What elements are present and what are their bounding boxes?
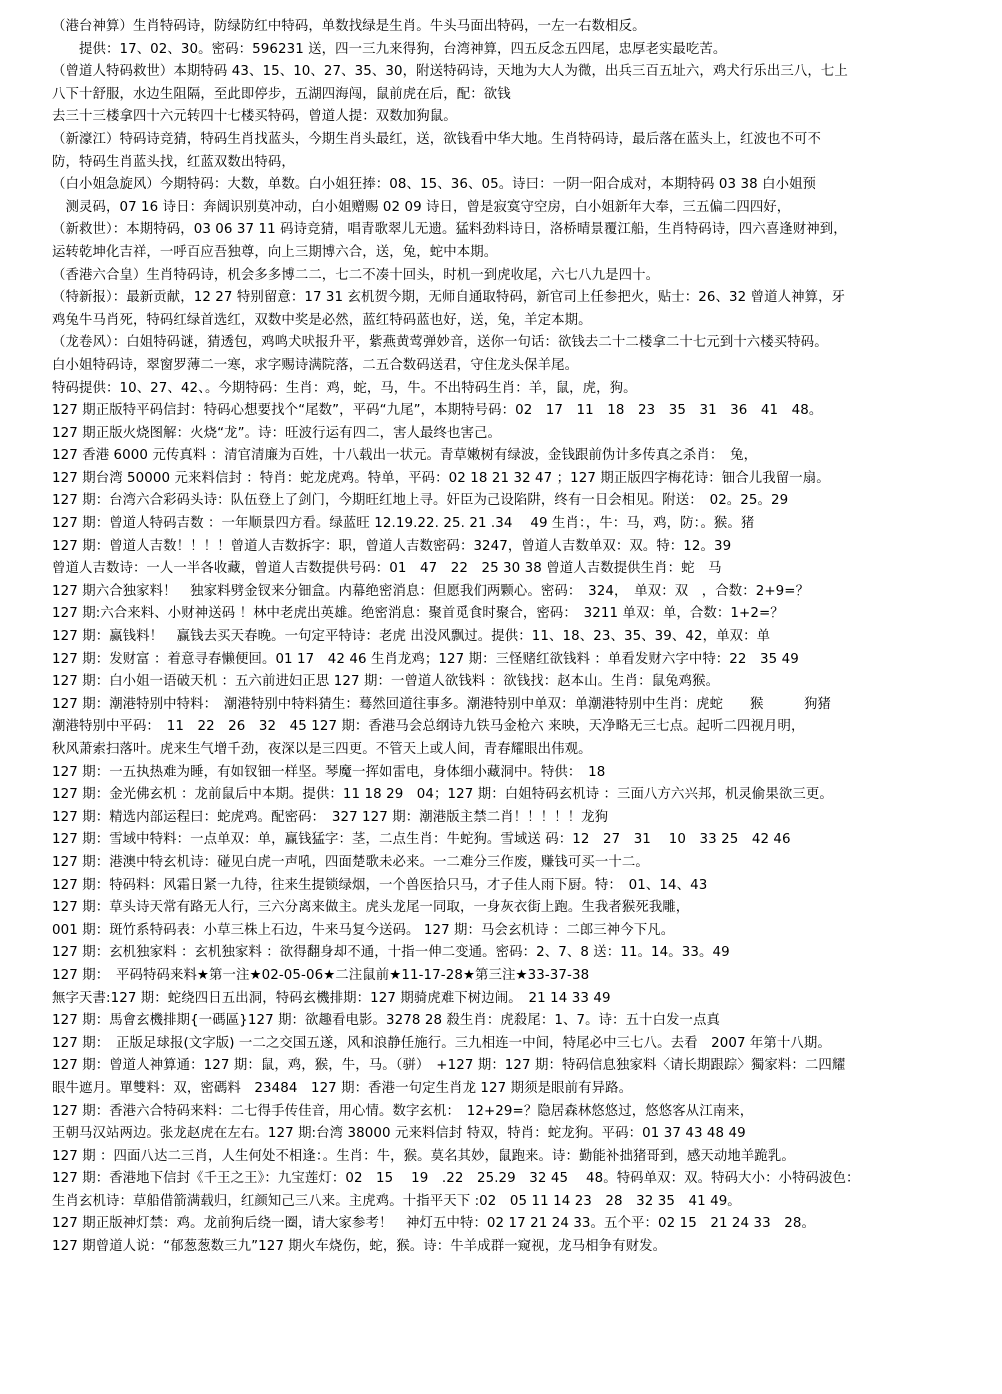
text-line: （港台神算）生肖特码诗，防绿防红中特码，单数找绿是生肖。牛头马面出特码，一左一右数相反。 bbox=[52, 19, 646, 34]
text-line bbox=[52, 1281, 978, 1304]
text-line: （香港六合皇）生肖特码诗，机会多多博二二，七二不凑十回头，时机一到虎收尾，六七八九是四十。 bbox=[52, 267, 660, 283]
text-line: 127 期：潮港特别中特料： 潮港特别中特料猜生：蓦然回道往事多。潮港特别中单双：单潮港特别中生肖：虎蛇 猴 狗猪 bbox=[52, 696, 831, 712]
text-line: 曾道人吉数诗：一人一半各收藏，曾道人吉数提供号码：01 47 22 25 30 38 曾道人吉数提供生肖：蛇 马 bbox=[52, 561, 722, 577]
text-line: 127 期： 正版足球报(文字版) 一二之交国五遂，风和浪静任施行。三九相连一中间，特尾必中三七八。去看 2007 年第十八期。 bbox=[52, 1035, 831, 1051]
text-line: 127 期：发财富 ：着意寻春懒便回。01 17 42 46 生肖龙鸡；127 期：三怪赌红欲钱料 ：单看发财六字中特：22 35 49 bbox=[52, 651, 799, 667]
text-line bbox=[52, 1259, 978, 1282]
text-line: 127 期：白小姐一语破天机 ：五六前进妇正思 127 期：一曾道人欲钱料 ：欲钱找：赵本山。生肖：鼠兔鸡猴。 bbox=[52, 674, 720, 690]
text-line: 127 期：玄机独家料 ：玄机独家料 ：欲得翻身却不通，十指一伸二变通。密码：2、7、8 送：11。14。33。49 bbox=[52, 945, 730, 961]
text-line: （特新报）：最新贡献，12 27 特别留意：17 31 玄机贺今期，无师自通取特码，新官司上任参把火，贴士：26、32 曾道人神算，牙 bbox=[52, 290, 846, 306]
text-line: 127 期：草头诗天常有路无人行，三六分离来做主。虎头龙尾一同取，一身灰衣街上跑。生我者猴死我雕， bbox=[52, 900, 690, 916]
text-line: 127 香港 6000 元传真料 ：清官清廉为百姓，十八载出一状元。青草嫩树有绿波，金钱跟前伪计多传真之杀肖： 兔， bbox=[52, 448, 758, 464]
text-line: 特码提供：10、27、42、。今期特码：生肖：鸡，蛇，马，牛。不出特码生肖：羊，鼠，虎，狗。 bbox=[52, 380, 637, 396]
text-line: 127 期正版火烧图解：火烧“龙”。诗：旺波行运有四二，害人最终也害己。 bbox=[52, 425, 502, 441]
text-line: 127 期 ：四面八达二三肖，人生何处不相逢：。生肖：牛，猴。莫名其妙，鼠跑来。诗：勤能补拙猪哥到，感天动地羊跪乳。 bbox=[52, 1148, 795, 1164]
text-line: 127 期六合独家料！ 独家料劈金钗来分钿盒。内幕绝密消息：但愿我们两颗心。密码： 324， 单双：双 ，合数：2+9=？ bbox=[52, 583, 810, 599]
text-line: 王朝马汉站两边。张龙赵虎在左右。127 期:台湾 38000 元来料信封 特双，特肖：蛇龙狗。平码：01 37 43 48 49 bbox=[52, 1126, 746, 1142]
text-line: 127 期：馬會玄機排期{一碼區}127 期：欲趣看电影。3278 28 殺生肖：虎殺尾：1、7。诗：五十白发一点真 bbox=[52, 1013, 720, 1029]
text-line: 001 期：斑竹系特码表：小草三株上石边，牛来马复今送码。 127 期：马会玄机诗 ：二郎三神今下凡。 bbox=[52, 922, 675, 938]
text-line: 127 期：特码料：风霜日紧一九待，往来生提锁绿烟，一个兽医拾只马，才子佳人雨下厨。特： 01、14、43 bbox=[52, 877, 708, 893]
text-line: 127 期台湾 50000 元来料信封 ：特肖：蛇龙虎鸡。特单，平码：02 18 21 32 47 ；127 期正版四字梅花诗：钿合儿我留一扇。 bbox=[52, 470, 830, 486]
text-line: （龙卷风）：白姐特码谜，猜透包，鸡鸣犬吠报升平，紫燕黄莺弹妙音，送你一句话：欲钱去二十二楼拿二十七元到十六楼买特码。 bbox=[52, 335, 828, 351]
text-line: 127 期：金光佛玄机 ：龙前鼠后中本期。提供：11 18 29 04；127 期：白姐特码玄机诗 ：三面八方六兴邦，机灵偷果欲三更。 bbox=[52, 787, 833, 803]
text-line bbox=[52, 1326, 978, 1349]
text-line: （白小姐急旋风）今期特码：大数，单数。白小姐狂捧：08、15、36、05。诗曰：一阴一阳合成对，本期特码 03 38 白小姐预 bbox=[52, 177, 817, 193]
text-line: 127 期正版特平码信封：特码心想要找个“尾数”，平码“九尾”，本期特号码：02 17 11 18 23 35 31 36 41 48。 bbox=[52, 403, 823, 419]
text-line: 127 期正版神灯禁：鸡。龙前狗后绕一圈，请大家参考！ 神灯五中特：02 17 21 24 33。五个平：02 15 21 24 33 28。 bbox=[52, 1216, 815, 1232]
text-line: 無字天書:127 期：蛇绕四日五出洞，特码玄機排期：127 期骑虎难下树边闹。 21 14 33 49 bbox=[52, 990, 611, 1006]
text-line: 秋风萧索扫落叶。虎来生气增千劲，夜深以是三四更。不管天上或人间，青春耀眼出伟观。 bbox=[52, 742, 592, 757]
text-line: 127 期：精选内部运程曰：蛇虎鸡。配密码： 327 127 期：潮港版主禁二肖！！！！！龙狗 bbox=[52, 809, 609, 825]
text-line: 127 期曾道人说：“郁葱葱数三九”127 期火车烧伤，蛇，猴。诗：牛羊成群一窥视，龙马相争有财发。 bbox=[52, 1239, 667, 1255]
text-line: 127 期：台湾六合彩码头诗：队伍登上了剑门，今期旺红地上寻。奸臣为己设陷阱，终有一日会相见。附送： 02。25。29 bbox=[52, 493, 789, 509]
text-line: 127 期：港澳中特玄机诗：碰见白虎一声吼，四面楚歌未必来。一二难分三作废，赚钱可买一十二。 bbox=[52, 854, 649, 870]
text-line: 127 期：香港地下信封《千王之王》：九宝莲灯：02 15 19 .22 25.29 32 45 48。特码单双：双。特码大小：小特码波色： bbox=[52, 1171, 860, 1187]
text-line: 127 期：曾道人神算通：127 期：鼠，鸡，猴，牛，马。（骈） +127 期：127 期：特码信息独家料〈请长期跟踪〉獨家料：二四耀 bbox=[52, 1058, 846, 1074]
text-line: 127 期：雪域中特料：一点单双：单，赢钱猛字：茎，二点生肖：牛蛇狗。雪域送 码：12 27 31 10 33 25 42 46 bbox=[52, 832, 791, 848]
text-line bbox=[52, 1372, 978, 1394]
text-line: 127 期：香港六合特码来料：二七得手传佳音，用心情。数字玄机： 12+29=？隐居森林悠悠过，悠悠客从江南来， bbox=[52, 1103, 754, 1119]
text-line: 去三十三楼拿四十六元转四十七楼买特码，曾道人提：双数加狗鼠。 bbox=[52, 109, 457, 125]
text-line: 127 期：一五执热难为睡，有如钗钿一样坚。琴魔一挥如雷电，身体细小藏洞中。特供： 18 bbox=[52, 764, 606, 780]
text-line: （新濠江）特码诗竞猜，特码生肖找蓝头，今期生肖头最红，送，欲钱看中华大地。生肖特码诗，最后落在蓝头上，红波也不可不 bbox=[52, 131, 821, 147]
text-line bbox=[52, 1349, 978, 1372]
text-line: 127 期： 平码特码来料★第一注★02-05-06★二注鼠前★11-17-28★第三注★33-37-38 bbox=[52, 967, 590, 983]
text-line: 运转乾坤化吉祥，一呼百应吾独尊，向上三期博六合，送，兔，蛇中本期。 bbox=[52, 244, 498, 260]
text-line: （曾道人特码救世）本期特码 43、15、10、27、35、30，附送特码诗，天地为大人为微，出兵三百五址六，鸡犬行乐出三八，七上 bbox=[52, 64, 848, 80]
text-line: （新救世）：本期特码，03 06 37 11 码诗竞猜，唱青歌翠儿无遗。猛料劲料诗日，洛桥晴景覆江船，生肖特码诗，四六喜逢财神到， bbox=[52, 222, 847, 238]
text-line: 鸡兔牛马肖死，特码红绿首选红，双数中奖是必然，蓝红特码蓝也好，送，兔，羊定本期。 bbox=[52, 312, 592, 328]
text-line: 127 期：曾道人吉数！！！！曾道人吉数拆字：职，曾道人吉数密码：3247，曾道人吉数单双：双。特：12。39 bbox=[52, 538, 732, 554]
text-line: 八下十舒服，水边生阻隔，至此即停步，五湖四海闯，鼠前虎在后，配：欲钱 bbox=[52, 86, 511, 102]
text-line: 白小姐特码诗，翠窗罗薄二一寒，求字赐诗满院落，二五合数码送君，守住龙头保羊尾。 bbox=[52, 357, 579, 373]
text-line: 生肖玄机诗：草船借箭满载归，红颜知己三八来。主虎鸡。十指平天下 :02 05 11 14 23 28 32 35 41 49。 bbox=[52, 1193, 741, 1209]
text-line: 测灵码，07 16 诗日：奔阔识别莫冲动，白小姐赠赐 02 09 诗日，曾是寂寞守空房，白小姐新年大奉，三五偏二四四好， bbox=[52, 199, 791, 215]
text-line: 127 期：赢钱料！ 赢钱去买天春晚。一句定平特诗：老虎 出没风飘过。提供：11、18、23、35、39、42，单双：单 bbox=[52, 629, 771, 645]
text-line: 眼牛遮月。單雙料：双，密碼料 23484 127 期：香港一句定生肖龙 127 期须是眼前有异路。 bbox=[52, 1080, 633, 1096]
text-line: 127 期：曾道人特码吉数 ：一年顺景四方看。绿蓝旺 12.19.22. 25. 21 .34 49 生肖：，牛：马，鸡，防：。猴。猪 bbox=[52, 516, 755, 532]
text-line: 防，特码生肖蓝头找，红蓝双数出特码， bbox=[52, 154, 295, 170]
text-line: 潮港特别中平码： 11 22 26 32 45 127 期：香港马会总纲诗九铁马金枪六 来映，天净略无三七点。起听二四视月明， bbox=[52, 719, 805, 735]
text-line bbox=[52, 1304, 978, 1327]
text-line: 127 期:六合来料、小财神送码 ！林中老虎出英雄。绝密消息：聚首觅食时聚合，密码： 3211 单双：单，合数：1+2=？ bbox=[52, 606, 784, 622]
text-line: 提供：17、02、30。密码：596231 送，四一三九来得狗，台湾神算，四五反念五四尾，忠厚老实最吃苦。 bbox=[52, 41, 727, 57]
